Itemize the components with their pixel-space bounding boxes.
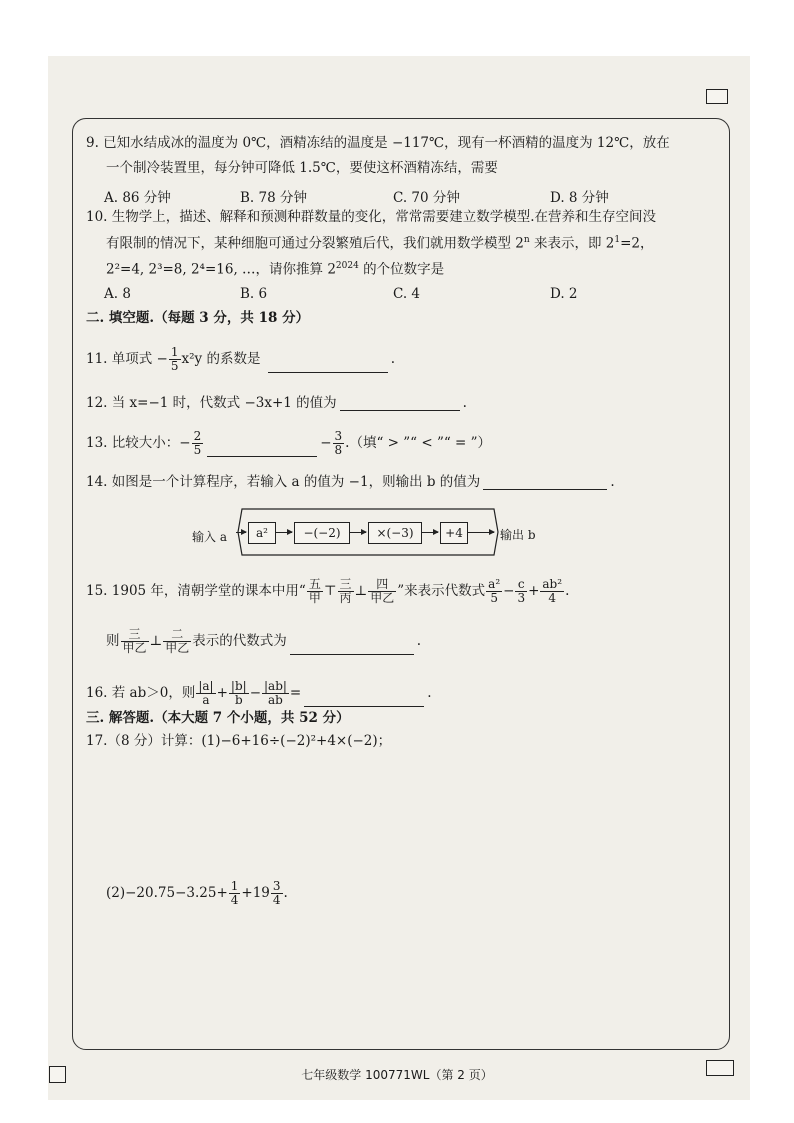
section-fill-in-title: 二. 填空题.（每题 3 分，共 18 分）	[86, 310, 310, 326]
q17-part1: 17.（8 分）计算：(1)−6+16÷(−2)²+4×(−2)；	[86, 733, 392, 749]
q10-option-a: A. 8	[104, 286, 131, 302]
q14-text: 14. 如图是一个计算程序，若输入 a 的值为 −1，则输出 b 的值为 .	[86, 474, 615, 490]
q12-answer-blank[interactable]	[340, 409, 460, 411]
q11-text: 11. 单项式 − $\frac{1}{5}$ x²y 的系数是 .	[86, 345, 396, 374]
q10-line3: 2²=4, 2³=8, 2⁴=16, …，请你推算 $2^{2024}$ 的个位数字是	[106, 261, 445, 278]
q17-part2: (2)−20.75−3.25+ $\frac{1}{4}$ +19 $\frac{3}{4}$ .	[106, 879, 288, 908]
program-arrow-1	[276, 532, 292, 533]
q10-option-b: B. 6	[240, 286, 268, 302]
q9-option-b: B. 78 分钟	[240, 190, 307, 206]
q10-option-c: C. 4	[393, 286, 421, 302]
q10-line1: 10. 生物学上，描述、解释和预测种群数量的变化，常常需要建立数学模型.在营养和生存空间没	[86, 209, 657, 225]
q9-option-d: D. 8 分钟	[550, 190, 609, 206]
program-box-minus-neg2: −(−2)	[294, 522, 350, 544]
q15-line1: 15. 1905 年，清朝学堂的课本中用“ $\frac{\text{五}}{\text{甲}}$ ⊤ $\frac{\text{三}}{\text{丙}}$ ⊥ $\frac{\text{四}}{\text{甲乙}}$ ”来表示代数式 $\frac{\text{a²}}{5}$ − $\frac{c}{3}$ + $\frac{\text{ab²}}{4}$ .	[86, 577, 570, 606]
program-arrow-in	[236, 532, 246, 533]
program-arrow-3	[422, 532, 438, 533]
program-input-label: 输入 a	[192, 530, 227, 544]
q10-option-d: D. 2	[550, 286, 578, 302]
q9-line1: 9. 已知水结成冰的温度为 0℃，酒精冻结的温度是 −117℃，现有一杯酒精的温度为 12℃，放在	[86, 135, 670, 151]
page-footer: 七年级数学 100771WL（第 2 页）	[301, 1068, 493, 1082]
program-arrow-out	[468, 532, 494, 533]
program-box-plus4: +4	[440, 522, 468, 544]
program-box-times-neg3: ×(−3)	[368, 522, 422, 544]
q13-answer-blank[interactable]	[207, 455, 317, 457]
q16-text: 16. 若 ab＞0，则 $\frac{|a|}{a}$ + $\frac{|b|}{b}$ − $\frac{|ab|}{ab}$ = .	[86, 679, 432, 708]
q11-answer-blank[interactable]	[268, 371, 388, 373]
q10-line2: 有限制的情况下，某种细胞可通过分裂繁殖后代，我们就用数学模型 2$^n$ 来表示，即 $2^1=2$，	[106, 235, 654, 252]
corner-mark-top-right	[706, 89, 728, 104]
q16-answer-blank[interactable]	[304, 705, 424, 707]
q15-answer-blank[interactable]	[290, 653, 414, 655]
program-box-square: a²	[248, 522, 276, 544]
section-solutions-title: 三. 解答题.（本大题 7 个小题，共 52 分）	[86, 710, 350, 726]
q12-text: 12. 当 x=−1 时，代数式 −3x+1 的值为 .	[86, 395, 467, 411]
q14-answer-blank[interactable]	[483, 488, 607, 490]
q15-line2: 则 $\frac{\text{三}}{\text{甲乙}}$ ⊥ $\frac{\text{二}}{\text{甲乙}}$ 表示的代数式为 .	[106, 627, 422, 656]
program-arrow-2	[350, 532, 366, 533]
program-output-label: 输出 b	[500, 528, 536, 542]
q9-option-a: A. 86 分钟	[104, 190, 171, 206]
q9-line2: 一个制冷装置里，每分钟可降低 1.5℃，要使这杯酒精冻结，需要	[106, 160, 498, 176]
q9-option-c: C. 70 分钟	[393, 190, 460, 206]
q13-text: 13. 比较大小：− $\frac{2}{5}$ − $\frac{3}{8}$ .（填“ > ”“ < ”“ = ”）	[86, 429, 492, 458]
